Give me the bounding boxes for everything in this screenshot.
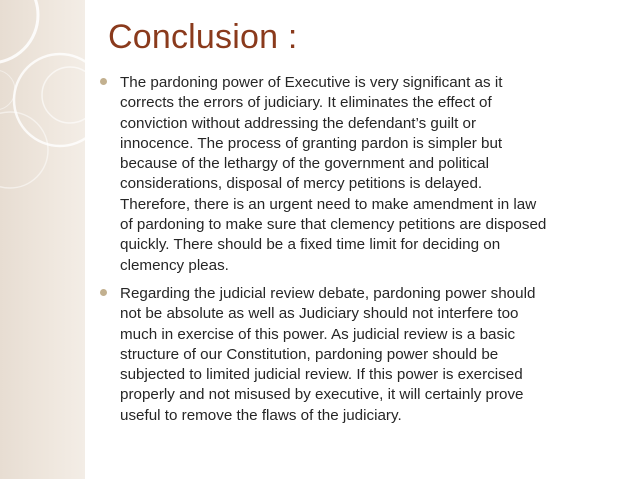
bullet-list: [100, 73, 550, 434]
bullet-item-1: [100, 73, 550, 276]
bullet-text-1: The pardoning power of Executive is very significant as it corrects the errors of judiciary. It eliminates the effect of conviction without addressing the defendant’s guilt or innocence. The process of granting pardon is simpler but because of the lethargy of the government and political considerations, disposal of mercy petitions is delayed. Therefore, there is an urgent need to make amendment in law of pardoning to make sure that clemency petitions are disposed quickly. There should be a fixed time limit for deciding on clemency pleas.: [120, 74, 547, 274]
bullet-item-2: [100, 284, 550, 426]
bullet-text-2: Regarding the judicial review debate, pardoning power should not be absolute as well as Judiciary should not interfere too much in exercise of this power. As judicial review is a basic structure of our Constitution, pardoning power should be subjected to limited judicial review. If this power is exercised properly and not misused by executive, it will certainly prove useful to remove the flaws of the judiciary.: [120, 284, 536, 424]
decorative-sidebar: [0, 0, 85, 479]
slide-title: Conclusion :: [108, 18, 298, 56]
decorative-circles-graphic: [0, 0, 85, 479]
bullet-dot-icon: [100, 289, 107, 296]
bullet-dot-icon: [100, 78, 107, 85]
